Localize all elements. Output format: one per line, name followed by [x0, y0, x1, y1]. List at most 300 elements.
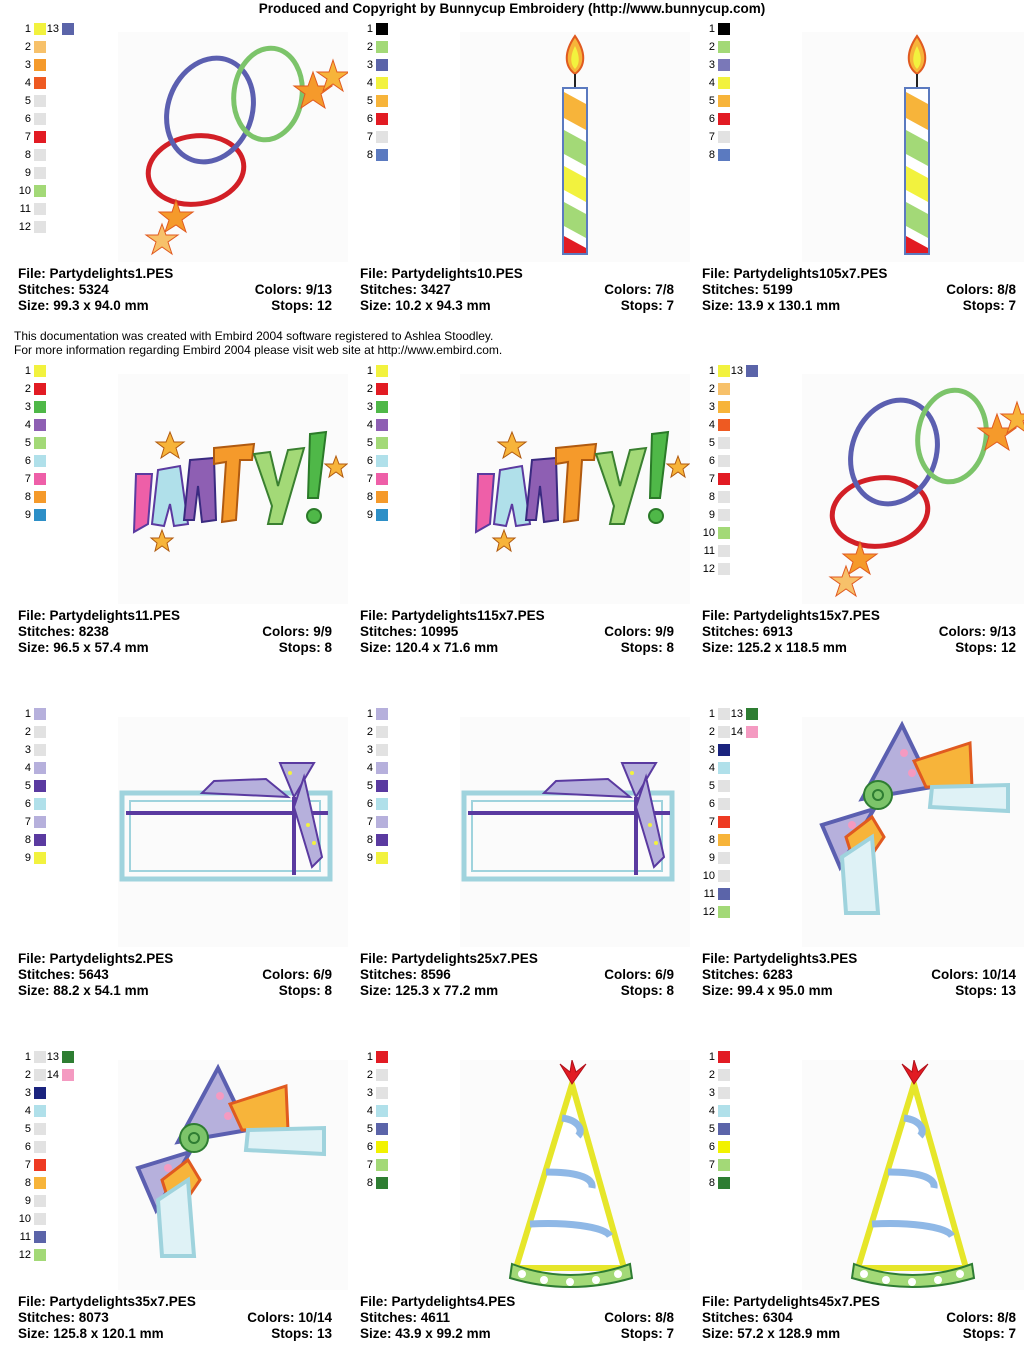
- color-swatch: [34, 419, 46, 431]
- color-swatch: [34, 1177, 46, 1189]
- color-number: 9: [708, 509, 715, 521]
- color-swatch: [34, 1231, 46, 1243]
- design-info: [18, 608, 332, 656]
- color-swatch: [34, 149, 46, 161]
- color-swatch: [376, 437, 388, 449]
- color-number: 1: [366, 708, 373, 720]
- color-swatch: [34, 437, 46, 449]
- color-swatch: [718, 870, 730, 882]
- color-number: 11: [19, 1231, 31, 1243]
- stitch-count: Stitches: 8238: [18, 624, 109, 639]
- color-number: 5: [24, 1123, 31, 1135]
- color-number: 1: [708, 1051, 715, 1063]
- color-swatch: [376, 708, 388, 720]
- color-count: Colors: 6/9: [262, 967, 332, 982]
- color-swatch: [718, 59, 730, 71]
- design-info: [702, 1294, 1016, 1342]
- documentation-note: [14, 329, 502, 357]
- stop-count: Stops: 8: [278, 640, 332, 655]
- color-swatch: [718, 798, 730, 810]
- color-swatch: [376, 77, 388, 89]
- color-number: 2: [24, 1069, 31, 1081]
- color-number: 2: [708, 1069, 715, 1081]
- color-number: 4: [366, 1105, 373, 1117]
- color-number: 8: [24, 491, 31, 503]
- color-swatch: [376, 1123, 388, 1135]
- color-swatch: [746, 365, 758, 377]
- design-info: [18, 1294, 332, 1342]
- color-number: 3: [24, 401, 31, 413]
- stitch-count: Stitches: 6283: [702, 967, 793, 982]
- color-swatch: [34, 1105, 46, 1117]
- stop-count: Stops: 12: [955, 640, 1016, 655]
- color-number: 8: [708, 491, 715, 503]
- color-number: 5: [24, 95, 31, 107]
- color-swatch: [718, 473, 730, 485]
- color-number: 3: [708, 401, 715, 413]
- color-number: 12: [702, 563, 715, 575]
- color-count: Colors: 9/13: [938, 624, 1016, 639]
- color-swatch: [376, 1051, 388, 1063]
- design-size: Size: 125.3 x 77.2 mm: [360, 983, 499, 998]
- stitch-count: Stitches: 8596: [360, 967, 451, 982]
- color-number: 8: [24, 834, 31, 846]
- color-number: 3: [708, 744, 715, 756]
- color-swatch: [376, 491, 388, 503]
- color-number: 8: [708, 834, 715, 846]
- color-number: 7: [708, 816, 715, 828]
- color-number: 6: [366, 1141, 373, 1153]
- color-swatch: [376, 113, 388, 125]
- color-number: 4: [708, 762, 715, 774]
- color-number: 1: [708, 708, 715, 720]
- color-number: 10: [18, 1213, 31, 1225]
- color-swatch: [718, 383, 730, 395]
- color-number: 5: [708, 780, 715, 792]
- design-card: [18, 364, 348, 664]
- color-number: 2: [366, 383, 373, 395]
- file-name: File: Partydelights3.PES: [702, 951, 858, 966]
- color-number: 6: [24, 113, 31, 125]
- color-number: 1: [24, 23, 31, 35]
- color-swatch: [34, 1213, 46, 1225]
- color-number: 5: [366, 780, 373, 792]
- color-swatch: [376, 798, 388, 810]
- stop-count: Stops: 8: [278, 983, 332, 998]
- color-number: 4: [24, 1105, 31, 1117]
- color-swatch: [718, 1123, 730, 1135]
- file-name: File: Partydelights105x7.PES: [702, 266, 888, 281]
- design-size: Size: 99.4 x 95.0 mm: [702, 983, 833, 998]
- color-number: 4: [708, 419, 715, 431]
- color-swatch: [718, 762, 730, 774]
- color-number: 8: [366, 1177, 373, 1189]
- design-card: [18, 22, 348, 322]
- color-swatch: [376, 1105, 388, 1117]
- color-swatch: [718, 149, 730, 161]
- embroidery-art: [118, 374, 348, 604]
- design-info: [360, 266, 674, 314]
- stop-count: Stops: 8: [620, 983, 674, 998]
- color-swatch: [34, 834, 46, 846]
- color-number: 12: [702, 906, 715, 918]
- color-swatch: [34, 365, 46, 377]
- color-number: 8: [366, 834, 373, 846]
- color-count: Colors: 8/8: [604, 1310, 674, 1325]
- design-size: Size: 96.5 x 57.4 mm: [18, 640, 149, 655]
- embroidery-art: [118, 32, 348, 262]
- color-number: 1: [366, 365, 373, 377]
- color-number: 7: [708, 473, 715, 485]
- color-swatch: [34, 491, 46, 503]
- color-swatch: [34, 1141, 46, 1153]
- color-swatch: [34, 1051, 46, 1063]
- color-swatch: [376, 1087, 388, 1099]
- color-swatch: [34, 77, 46, 89]
- color-number: 3: [24, 59, 31, 71]
- color-number: 13: [46, 23, 59, 35]
- color-swatch: [34, 1159, 46, 1171]
- color-swatch: [34, 1249, 46, 1261]
- color-number: 4: [366, 762, 373, 774]
- file-name: File: Partydelights1.PES: [18, 266, 174, 281]
- color-number: 9: [24, 852, 31, 864]
- design-size: Size: 43.9 x 99.2 mm: [360, 1326, 491, 1341]
- design-card: [18, 707, 348, 1007]
- color-number: 5: [708, 1123, 715, 1135]
- color-number: 6: [24, 455, 31, 467]
- color-number: 13: [730, 365, 743, 377]
- doc-note-line-2: For more information regarding Embird 2004 please visit web site at http://www.embird.com.: [14, 343, 503, 357]
- color-swatch: [718, 1141, 730, 1153]
- color-swatch: [376, 41, 388, 53]
- color-swatch: [376, 1177, 388, 1189]
- color-number: 3: [24, 1087, 31, 1099]
- doc-note-line-1: This documentation was created with Embird 2004 software registered to Ashlea Stoodley.: [14, 329, 494, 343]
- file-name: File: Partydelights4.PES: [360, 1294, 516, 1309]
- file-name: File: Partydelights10.PES: [360, 266, 523, 281]
- color-number: 6: [708, 113, 715, 125]
- design-preview-hat: [460, 1060, 690, 1290]
- color-swatch: [718, 527, 730, 539]
- color-swatch: [376, 473, 388, 485]
- color-swatch: [376, 762, 388, 774]
- color-count: Colors: 10/14: [931, 967, 1016, 982]
- color-swatch: [34, 59, 46, 71]
- embroidery-art: [118, 1060, 348, 1290]
- color-number: 9: [24, 1195, 31, 1207]
- color-number: 8: [24, 1177, 31, 1189]
- color-number: 8: [366, 149, 373, 161]
- design-card: [702, 364, 1024, 664]
- color-swatch: [376, 744, 388, 756]
- color-swatch: [718, 744, 730, 756]
- color-swatch: [376, 1069, 388, 1081]
- design-size: Size: 99.3 x 94.0 mm: [18, 298, 149, 313]
- color-number: 14: [730, 726, 743, 738]
- color-swatch: [34, 41, 46, 53]
- color-number: 2: [366, 41, 373, 53]
- color-number: 5: [366, 1123, 373, 1135]
- design-preview-horns: [802, 717, 1024, 947]
- color-swatch: [34, 401, 46, 413]
- design-card: [18, 1050, 348, 1350]
- color-count: Colors: 9/9: [262, 624, 332, 639]
- color-swatch: [376, 365, 388, 377]
- color-number: 4: [708, 1105, 715, 1117]
- embroidery-art: [460, 717, 690, 947]
- embroidery-art: [802, 717, 1024, 947]
- color-number: 4: [24, 77, 31, 89]
- color-swatch: [718, 888, 730, 900]
- file-name: File: Partydelights115x7.PES: [360, 608, 545, 623]
- stop-count: Stops: 13: [271, 1326, 332, 1341]
- color-swatch: [34, 473, 46, 485]
- design-info: [702, 266, 1016, 314]
- color-number: 2: [366, 726, 373, 738]
- color-swatch: [718, 1159, 730, 1171]
- color-number: 11: [703, 888, 715, 900]
- color-swatch: [718, 816, 730, 828]
- stitch-count: Stitches: 6304: [702, 1310, 793, 1325]
- color-number: 8: [708, 1177, 715, 1189]
- color-swatch: [62, 1069, 74, 1081]
- color-number: 9: [366, 852, 373, 864]
- stop-count: Stops: 12: [271, 298, 332, 313]
- color-number: 9: [24, 167, 31, 179]
- color-number: 8: [708, 149, 715, 161]
- embroidery-art: [460, 1060, 690, 1290]
- color-swatch: [376, 816, 388, 828]
- color-swatch: [718, 437, 730, 449]
- design-info: [702, 951, 1016, 999]
- color-number: 5: [366, 95, 373, 107]
- stitch-count: Stitches: 5199: [702, 282, 793, 297]
- color-swatch: [34, 509, 46, 521]
- color-number: 1: [708, 365, 715, 377]
- color-number: 3: [366, 401, 373, 413]
- color-count: Colors: 7/8: [604, 282, 674, 297]
- color-number: 3: [708, 1087, 715, 1099]
- design-card: [360, 364, 690, 664]
- color-count: Colors: 9/13: [254, 282, 332, 297]
- color-swatch: [34, 1087, 46, 1099]
- stop-count: Stops: 7: [620, 298, 674, 313]
- color-swatch: [718, 834, 730, 846]
- color-swatch: [34, 1195, 46, 1207]
- design-size: Size: 120.4 x 71.6 mm: [360, 640, 499, 655]
- color-number: 6: [708, 798, 715, 810]
- color-number: 6: [366, 798, 373, 810]
- design-card: [360, 707, 690, 1007]
- color-number: 11: [19, 203, 31, 215]
- color-number: 7: [366, 816, 373, 828]
- color-swatch: [34, 383, 46, 395]
- color-swatch: [376, 1141, 388, 1153]
- color-number: 7: [366, 1159, 373, 1171]
- design-card: [360, 22, 690, 322]
- color-swatch: [376, 401, 388, 413]
- color-number: 8: [366, 491, 373, 503]
- stop-count: Stops: 13: [955, 983, 1016, 998]
- color-number: 5: [708, 437, 715, 449]
- color-swatch: [718, 491, 730, 503]
- color-swatch: [34, 221, 46, 233]
- color-swatch: [718, 113, 730, 125]
- color-count: Colors: 6/9: [604, 967, 674, 982]
- color-number: 4: [366, 419, 373, 431]
- color-swatch: [376, 509, 388, 521]
- color-number: 4: [24, 419, 31, 431]
- color-swatch: [34, 455, 46, 467]
- design-preview-horns: [118, 1060, 348, 1290]
- color-swatch: [718, 1177, 730, 1189]
- design-preview-hat: [802, 1060, 1024, 1290]
- color-number: 3: [366, 59, 373, 71]
- stitch-count: Stitches: 6913: [702, 624, 793, 639]
- embroidery-art: [802, 374, 1024, 604]
- color-swatch: [376, 383, 388, 395]
- color-number: 3: [24, 744, 31, 756]
- color-swatch: [718, 365, 730, 377]
- design-preview-candle: [802, 32, 1024, 262]
- design-preview-party: [118, 374, 348, 604]
- color-number: 1: [24, 708, 31, 720]
- color-swatch: [746, 708, 758, 720]
- color-count: Colors: 8/8: [946, 1310, 1016, 1325]
- color-number: 7: [366, 473, 373, 485]
- color-swatch: [376, 419, 388, 431]
- stop-count: Stops: 8: [620, 640, 674, 655]
- color-swatch: [718, 509, 730, 521]
- color-swatch: [34, 113, 46, 125]
- color-swatch: [34, 1123, 46, 1135]
- color-count: Colors: 8/8: [946, 282, 1016, 297]
- color-swatch: [34, 708, 46, 720]
- color-number: 1: [366, 1051, 373, 1063]
- color-swatch: [34, 852, 46, 864]
- color-swatch: [62, 1051, 74, 1063]
- design-card: [702, 707, 1024, 1007]
- color-swatch: [376, 726, 388, 738]
- embroidery-art: [460, 32, 690, 262]
- design-size: Size: 10.2 x 94.3 mm: [360, 298, 491, 313]
- file-name: File: Partydelights45x7.PES: [702, 1294, 880, 1309]
- color-number: 2: [366, 1069, 373, 1081]
- design-size: Size: 125.8 x 120.1 mm: [18, 1326, 164, 1341]
- file-name: File: Partydelights25x7.PES: [360, 951, 538, 966]
- color-swatch: [718, 401, 730, 413]
- color-number: 12: [18, 1249, 31, 1261]
- color-swatch: [718, 95, 730, 107]
- design-preview-balloons: [118, 32, 348, 262]
- color-swatch: [34, 167, 46, 179]
- color-number: 3: [708, 59, 715, 71]
- embroidery-art: [802, 32, 1024, 262]
- color-number: 6: [366, 113, 373, 125]
- color-swatch: [34, 816, 46, 828]
- color-number: 1: [24, 365, 31, 377]
- color-number: 5: [708, 95, 715, 107]
- color-swatch: [34, 744, 46, 756]
- embroidery-art: [118, 717, 348, 947]
- color-swatch: [718, 419, 730, 431]
- color-number: 12: [18, 221, 31, 233]
- color-number: 2: [24, 383, 31, 395]
- design-size: Size: 125.2 x 118.5 mm: [702, 640, 847, 655]
- color-number: 7: [366, 131, 373, 143]
- color-swatch: [376, 852, 388, 864]
- color-number: 7: [708, 131, 715, 143]
- color-swatch: [34, 762, 46, 774]
- design-preview-candle: [460, 32, 690, 262]
- color-swatch: [376, 95, 388, 107]
- color-number: 14: [46, 1069, 59, 1081]
- color-swatch: [376, 834, 388, 846]
- color-swatch: [34, 185, 46, 197]
- color-number: 7: [24, 473, 31, 485]
- stitch-count: Stitches: 4611: [360, 1310, 451, 1325]
- stitch-count: Stitches: 3427: [360, 282, 451, 297]
- color-number: 8: [24, 149, 31, 161]
- color-swatch: [376, 455, 388, 467]
- color-swatch: [62, 23, 74, 35]
- design-card: [360, 1050, 690, 1350]
- stitch-count: Stitches: 5643: [18, 967, 109, 982]
- color-swatch: [718, 1087, 730, 1099]
- stop-count: Stops: 7: [620, 1326, 674, 1341]
- color-swatch: [718, 41, 730, 53]
- color-number: 3: [366, 1087, 373, 1099]
- color-number: 5: [24, 780, 31, 792]
- color-swatch: [376, 23, 388, 35]
- file-name: File: Partydelights2.PES: [18, 951, 174, 966]
- color-swatch: [718, 852, 730, 864]
- stop-count: Stops: 7: [962, 1326, 1016, 1341]
- color-number: 4: [708, 77, 715, 89]
- design-size: Size: 13.9 x 130.1 mm: [702, 298, 841, 313]
- color-number: 1: [24, 1051, 31, 1063]
- stitch-count: Stitches: 10995: [360, 624, 459, 639]
- color-swatch: [718, 1051, 730, 1063]
- color-number: 2: [24, 726, 31, 738]
- color-swatch: [34, 726, 46, 738]
- color-swatch: [718, 563, 730, 575]
- color-number: 6: [708, 1141, 715, 1153]
- color-count: Colors: 9/9: [604, 624, 674, 639]
- color-number: 10: [702, 870, 715, 882]
- color-number: 5: [24, 437, 31, 449]
- color-swatch: [376, 59, 388, 71]
- color-number: 7: [24, 816, 31, 828]
- color-swatch: [376, 780, 388, 792]
- design-info: [360, 1294, 674, 1342]
- design-info: [18, 951, 332, 999]
- file-name: File: Partydelights35x7.PES: [18, 1294, 196, 1309]
- design-size: Size: 88.2 x 54.1 mm: [18, 983, 149, 998]
- stop-count: Stops: 7: [962, 298, 1016, 313]
- color-number: 6: [708, 455, 715, 467]
- color-number: 2: [708, 383, 715, 395]
- color-number: 13: [46, 1051, 59, 1063]
- color-number: 10: [702, 527, 715, 539]
- color-number: 9: [366, 509, 373, 521]
- color-number: 7: [24, 1159, 31, 1171]
- color-number: 10: [18, 185, 31, 197]
- color-swatch: [718, 1069, 730, 1081]
- color-swatch: [376, 131, 388, 143]
- design-info: [360, 608, 674, 656]
